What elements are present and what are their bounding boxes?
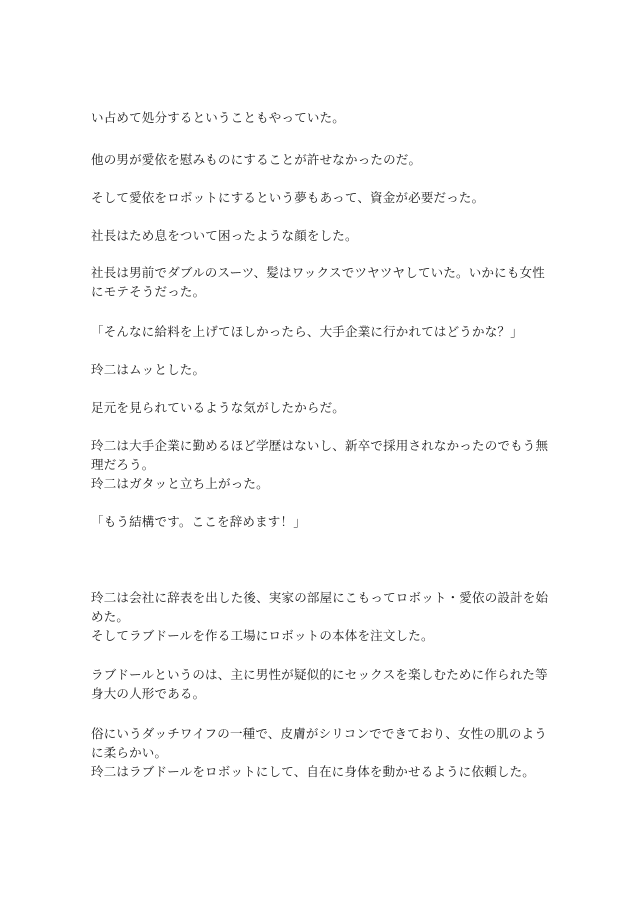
paragraph: 玲二は大手企業に勤めるほど学歴はないし、新卒で採用されなかったのでもう無理だろう。	[91, 438, 549, 472]
paragraph: そして愛依をロボットにするという夢もあって、資金が必要だった。	[91, 190, 485, 205]
paragraph: 玲二はガタッと立ち上がった。	[91, 476, 269, 491]
paragraph: 玲二はラブドールをロボットにして、自在に身体を動かせるように依頼した。	[91, 764, 536, 779]
paragraph: 他の男が愛依を慰みものにすることが許せなかったのだ。	[91, 152, 422, 167]
paragraph: い占めて処分するということもやっていた。	[91, 110, 346, 125]
paragraph: 俗にいうダッチワイフの一種で、皮膚がシリコンでできており、女性の肌のように柔らかい。	[91, 726, 547, 760]
paragraph: 社長はため息をついて困ったような顔をした。	[91, 228, 358, 243]
paragraph: 玲二は会社に辞表を出した後、実家の部屋にこもってロボット・愛依の設計を始めた。	[91, 590, 549, 624]
paragraph: そしてラブドールを作る工場にロボットの本体を注文した。	[91, 628, 434, 643]
paragraph: 玲二はムッとした。	[91, 362, 206, 377]
dialogue-paragraph: 「もう結構です。ここを辞めます！」	[91, 514, 306, 529]
dialogue-paragraph: 「そんなに給料を上げてほしかったら、大手企業に行かれてはどうかな？」	[91, 324, 523, 339]
paragraph: ラブドールというのは、主に男性が疑似的にセックスを楽しむために作られた等身大の人形である。	[91, 667, 548, 701]
paragraph: 足元を見られているような気がしたからだ。	[91, 400, 346, 415]
paragraph: 社長は男前でダブルのスーツ、髪はワックスでツヤツヤしていた。いかにも女性にモテそうだった。	[91, 265, 545, 299]
